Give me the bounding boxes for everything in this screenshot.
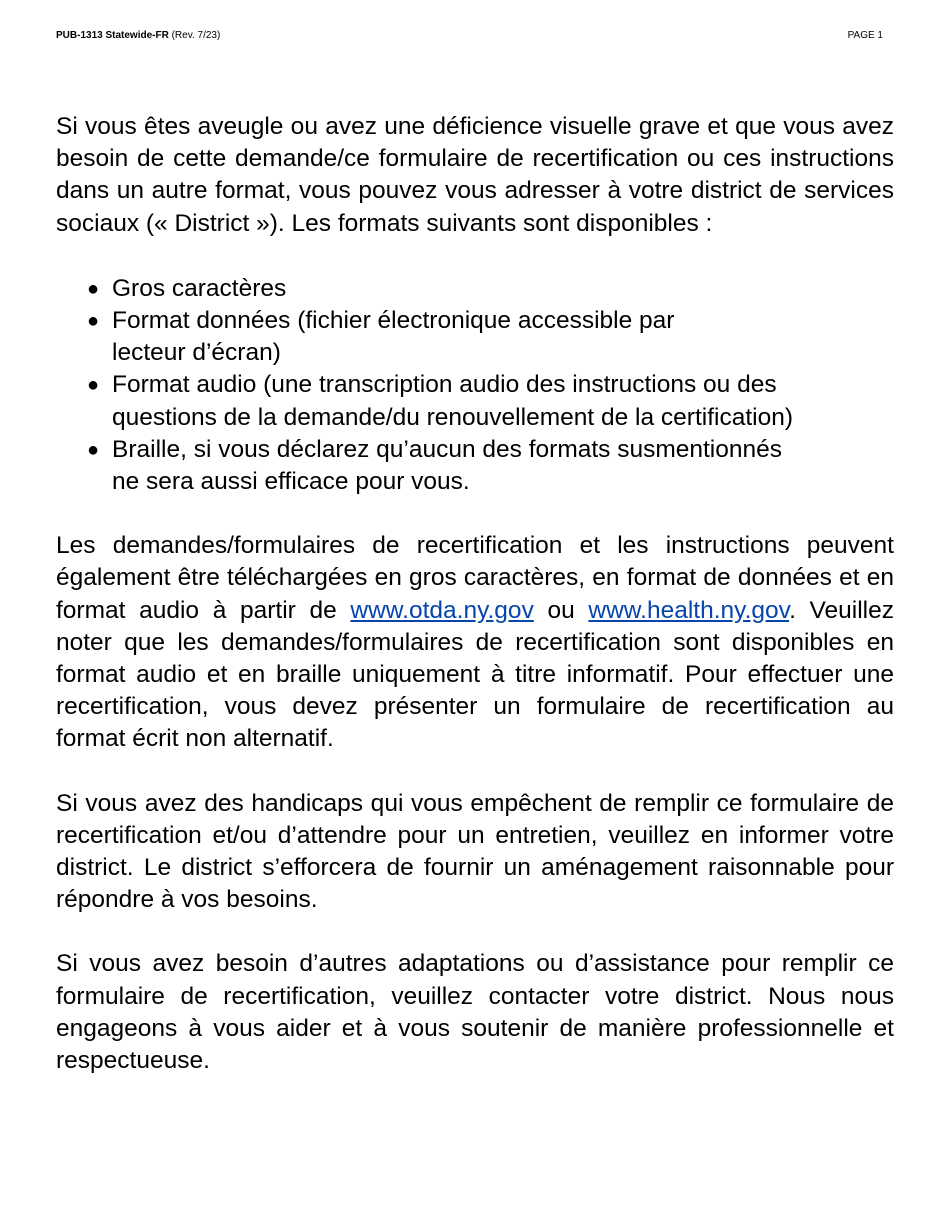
health-link[interactable]: www.health.ny.gov — [588, 596, 790, 624]
list-item — [87, 273, 894, 305]
formats-list — [56, 273, 894, 498]
list-item-text-cont: lecteur d’écran) — [112, 339, 281, 367]
bullet-icon: ● — [87, 277, 100, 300]
list-item-text-cont: ne sera aussi efficace pour vous. — [112, 468, 470, 496]
bullet-icon: ● — [87, 310, 100, 333]
bullet-icon: ● — [87, 438, 100, 461]
list-item-text: Braille, si vous déclarez qu’aucun des formats susmentionnés — [112, 435, 783, 463]
list-item — [87, 305, 894, 369]
document-body — [56, 111, 894, 1077]
list-item-text-cont: questions de la demande/du renouvellement de la certification) — [112, 403, 793, 431]
list-item-text: Gros caractères — [112, 274, 287, 302]
bullet-icon: ● — [87, 374, 100, 397]
disabilities-paragraph: Si vous avez des handicaps qui vous empêchent de remplir ce formulaire de recertification et/ou d’attendre pour un entretien, veuillez en informer votre district. Le district s’efforcera de fournir un aménagement raisonnable pour répondre à vos besoins. — [56, 789, 894, 914]
downloads-paragraph — [56, 530, 894, 755]
assistance-paragraph: Si vous avez besoin d’autres adaptations ou d’assistance pour remplir ce formulaire de recertification, veuillez contacter votre district. Nous nous engageons à vous aider et à vous soutenir de manière professionnelle et respectueuse. — [56, 950, 894, 1075]
intro-paragraph: Si vous êtes aveugle ou avez une déficience visuelle grave et que vous avez besoin de cette demande/ce formulaire de recertification ou ces instructions dans un autre format, vous pouvez vous adresser à votre district de services sociaux (« District »). Les formats suivants sont disponibles : — [56, 113, 894, 237]
otda-link[interactable]: www.otda.ny.gov — [350, 596, 534, 624]
form-identifier — [56, 29, 220, 43]
form-id-text: PUB-1313 Statewide-FR — [56, 30, 169, 41]
list-item — [87, 434, 894, 498]
downloads-text-before: Les demandes/formulaires de recertification et les instructions peuvent également être téléchargées en gros caractères, en format de données et en format audio à partir de — [56, 532, 894, 624]
downloads-text-after: . Veuillez noter que les demandes/formulaires de recertification sont disponibles en format audio et en braille uniquement à titre informatif. Pour effectuer une recertification, vous devez présenter un formulaire de recertification au format écrit non alternatif. — [56, 596, 894, 753]
downloads-text-between: ou — [533, 596, 589, 624]
paragraph-gap — [56, 916, 894, 948]
list-item-text: Format données (fichier électronique accessible par — [112, 307, 675, 335]
paragraph-gap — [56, 756, 894, 788]
page-number: PAGE 1 — [847, 30, 883, 41]
list-item — [87, 369, 894, 433]
revision-text: (Rev. 7/23) — [171, 30, 221, 41]
page-header — [56, 29, 883, 43]
list-item-text: Format audio (une transcription audio des instructions ou des — [112, 371, 777, 399]
